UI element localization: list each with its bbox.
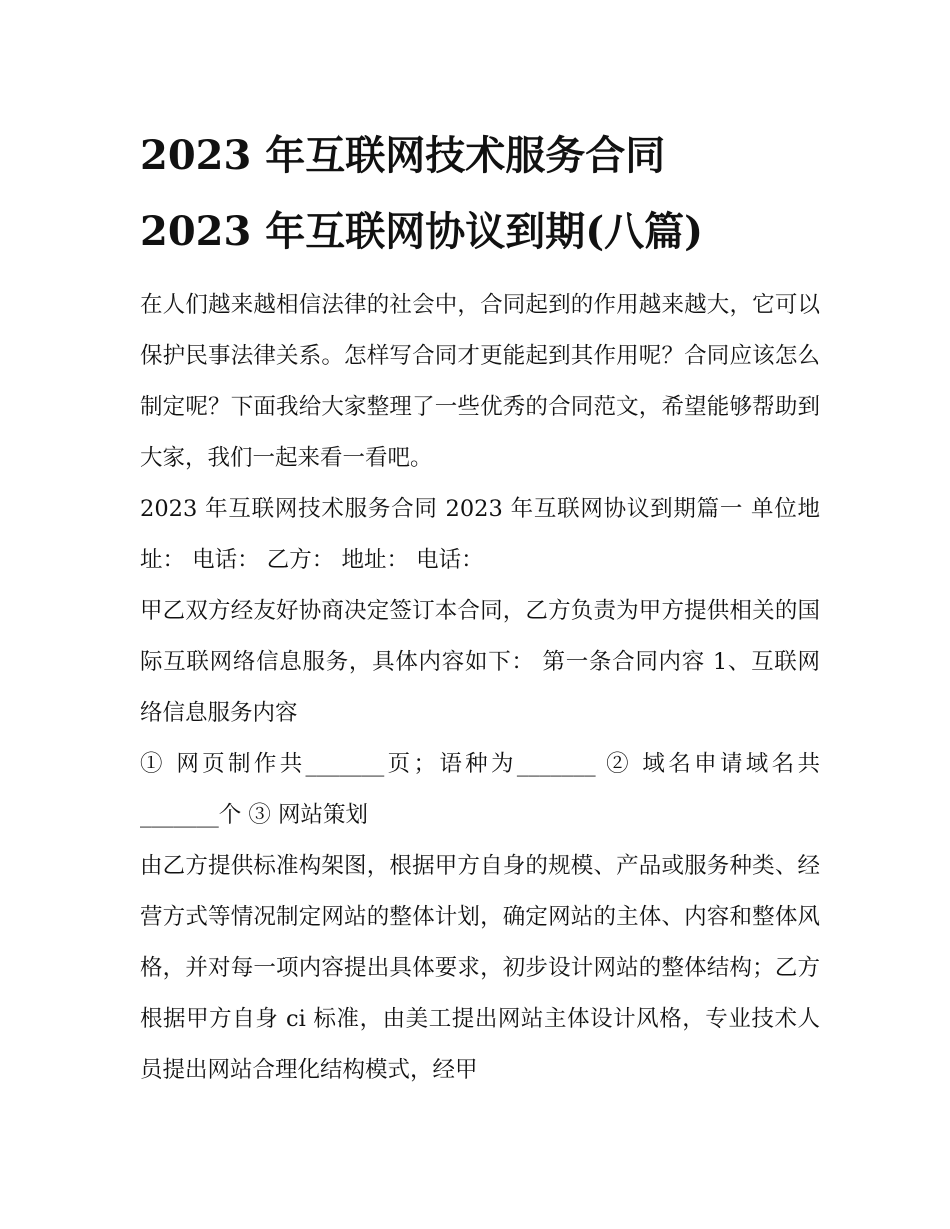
document-title (140, 118, 820, 270)
document-page (140, 118, 820, 1096)
party-info-paragraph: 2023 年互联网技术服务合同 2023 年互联网协议到期篇一 单位地址： 电话： 乙方： 地址： 电话： (140, 496, 820, 573)
website-planning-paragraph: 由乙方提供标准构架图，根据甲方自身的规模、产品或服务种类、经营方式等情况制定网站的整体计划，确定网站的主体、内容和整体风格，并对每一项内容提出具体要求，初步设计网站的整体结构；乙方根据甲方自身 ci 标准，由美工提出网站主体设计风格，专业技术人员提出网站合理化结构模式，经甲 (140, 853, 820, 1083)
agreement-paragraph: 甲乙双方经友好协商决定签订本合同，乙方负责为甲方提供相关的国际互联网络信息服务，具体内容如下： 第一条合同内容 1、互联网络信息服务内容 (140, 598, 820, 726)
title-line-2: 2023 年互联网协议到期(八篇) (140, 208, 704, 255)
intro-paragraph: 在人们越来越相信法律的社会中，合同起到的作用越来越大，它可以保护民事法律关系。怎样写合同才更能起到其作用呢？合同应该怎么制定呢？下面我给大家整理了一些优秀的合同范文，希望能够帮助到大家，我们一起来看一看吧。 (140, 292, 820, 471)
service-items-paragraph: ① 网页制作共_______页；语种为_______ ② 域名申请域名共_______个 ③ 网站策划 (140, 751, 820, 828)
title-line-1: 2023 年互联网技术服务合同 (140, 132, 666, 179)
